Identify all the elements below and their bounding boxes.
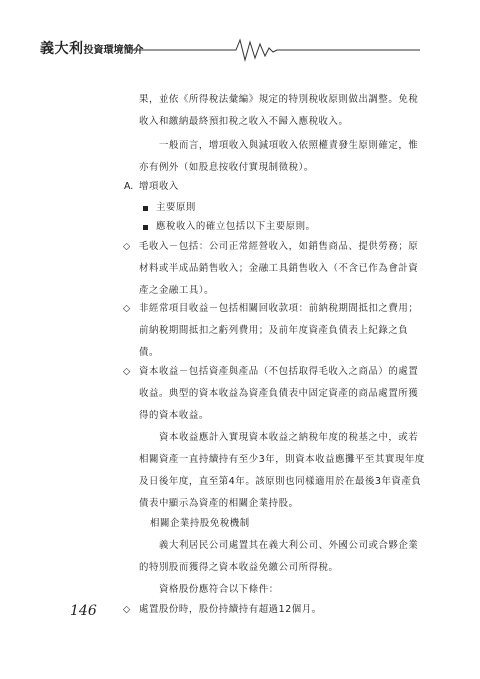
paragraph-line: 毛收入－包括：公司正常經營收入，如銷售商品、提供勞務；原 <box>139 241 419 252</box>
paragraph-line: 的特別股而獲得之資本收益免繳公司所得稅。 <box>139 562 339 573</box>
section-a-marker: A. <box>124 181 134 192</box>
paragraph-line: 一般而言，增項收入與減項收入依照權責發生原則確定，惟 <box>159 140 419 151</box>
diamond-bullet-icon: ◇ <box>123 366 131 377</box>
diamond-bullet-icon: ◇ <box>123 303 131 314</box>
paragraph-line: 得的資本收益。 <box>139 410 209 421</box>
paragraph-line: 前納稅期間抵扣之虧列費用；及前年度資產負債表上紀錄之負 <box>139 325 409 336</box>
paragraph-line: 債。 <box>139 347 159 358</box>
paragraph-line: 義大利居民公司處置其在義大利公司、外國公司或合夥企業 <box>159 540 419 551</box>
bullet-square <box>143 225 148 230</box>
subheading: 相關企業持股免稅機制 <box>150 518 250 529</box>
bullet-square <box>143 206 148 211</box>
header-title-main: 義大利 <box>40 41 84 57</box>
paragraph-line: 相關資產一直持續持有至少3年，則資本收益應攤平至其實現年度 <box>139 454 425 465</box>
paragraph-line: 債表中顯示為資產的相關企業持股。 <box>139 498 299 509</box>
bullet-item: 應稅收入的確立包括以下主要原則。 <box>156 221 316 232</box>
paragraph-line: 資本收益應計入實現資本收益之納稅年度的稅基之中，或若 <box>159 432 419 443</box>
diamond-bullet-icon: ◇ <box>123 241 131 252</box>
paragraph-line: 資本收益－包括資產與產品（不包括取得毛收入之商品）的處置 <box>139 366 419 377</box>
header-title-sub: 投資環境簡介 <box>83 45 144 56</box>
paragraph-line: 及日後年度，直至第4年。該原則也同樣適用於在最後3年資產負 <box>139 476 422 487</box>
paragraph-line: 資格股份應符合以下條件： <box>159 584 279 595</box>
paragraph-line: 收益。典型的資本收益為資產負債表中固定資產的商品處置所獲 <box>139 388 419 399</box>
paragraph-line: 收入和繳納最終預扣稅之收入不歸入應稅收入。 <box>139 116 349 127</box>
page-number: 146 <box>70 603 97 619</box>
bullet-item: 主要原則 <box>156 202 196 213</box>
section-heading: 增項收入 <box>139 181 179 192</box>
paragraph-line: 亦有例外（如股息按收付實現制徵稅）。 <box>139 162 314 173</box>
paragraph-line: 處置股份時，股份持續持有超過12個月。 <box>139 604 322 615</box>
paragraph-line: 非經常項目收益－包括相關回收款項：前納稅期間抵扣之費用； <box>139 303 419 314</box>
paragraph-line: 果，並依《所得稅法彙編》規定的特別稅收原則做出調整。免稅 <box>139 94 419 105</box>
diamond-bullet-icon: ◇ <box>123 604 131 615</box>
paragraph-line: 產之金融工具）。 <box>139 285 215 296</box>
paragraph-line: 材料或半成品銷售收入；金融工具銷售收入（不含已作為會計資 <box>139 263 419 274</box>
